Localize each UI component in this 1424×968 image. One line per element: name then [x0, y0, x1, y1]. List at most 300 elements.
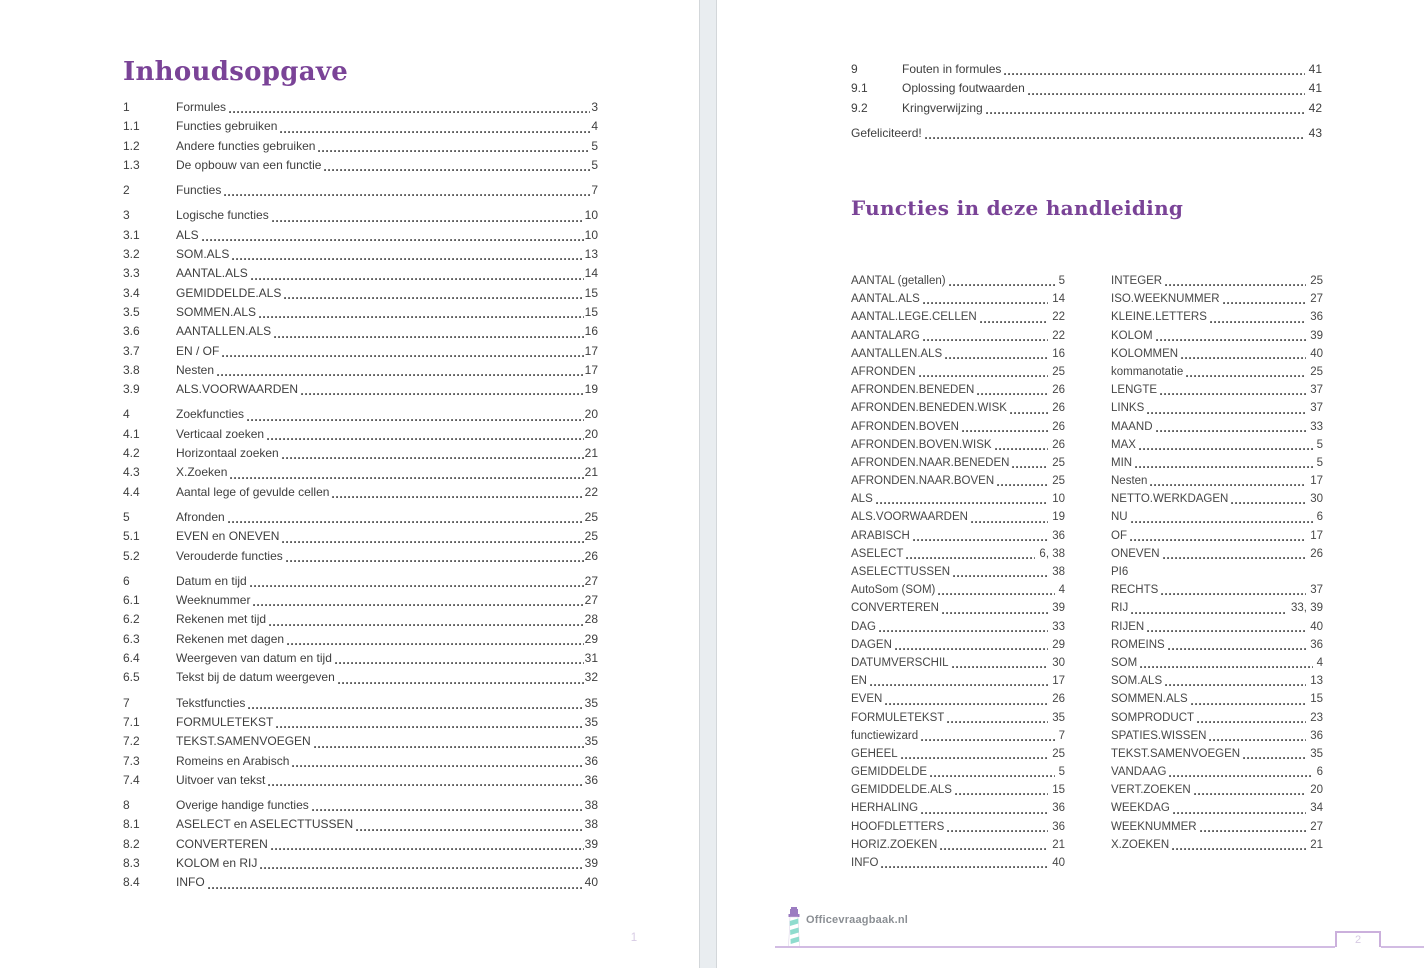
dotted-leader: [913, 527, 1048, 545]
toc-entry[interactable]: [123, 796, 598, 815]
dotted-leader: [1168, 636, 1307, 654]
index-entry-page: 37: [1310, 402, 1323, 415]
index-entry-page: 26: [1052, 420, 1065, 433]
toc-entry-number: 1.3: [123, 157, 140, 172]
function-index-column-1: [851, 272, 1065, 872]
dotted-leader: [1200, 818, 1307, 836]
dotted-leader: [1156, 418, 1307, 436]
dotted-leader: [286, 547, 584, 566]
dotted-leader: [1135, 454, 1313, 472]
dotted-leader: [921, 727, 1054, 745]
toc-entry-label: ALS: [176, 227, 199, 242]
index-entry-page: 5: [1058, 766, 1065, 779]
toc-entry[interactable]: [851, 60, 1322, 79]
index-entry-label: AANTALARG: [851, 329, 920, 342]
index-entry-label: WEEKDAG: [1111, 802, 1170, 815]
dotted-leader: [940, 836, 1048, 854]
index-entry-page: 36: [1052, 529, 1065, 542]
toc-entry-number: 3.3: [123, 266, 140, 281]
index-entry-page: 27: [1310, 293, 1323, 306]
toc-entry-number: 7.3: [123, 753, 140, 768]
toc-entry-label: AANTAL.ALS: [176, 266, 248, 281]
index-entry-label: FORMULETEKST: [851, 711, 945, 724]
index-entry: [1111, 363, 1323, 381]
index-entry-page: 17: [1310, 529, 1323, 542]
index-entry-label: AANTAL (getallen): [851, 275, 946, 287]
index-entry-page: 26: [1310, 547, 1323, 560]
toc-entry-page: 41: [1308, 62, 1322, 76]
index-entry-page: 25: [1052, 456, 1065, 469]
dotted-leader: [269, 610, 584, 629]
index-entry: [1111, 381, 1323, 399]
footer-rule: [1381, 946, 1424, 948]
toc-entry-label: SOMMEN.ALS: [176, 304, 257, 319]
toc-entry[interactable]: [123, 226, 598, 245]
index-entry-page: 39: [1310, 329, 1323, 342]
index-entry-label: NETTO.WERKDAGEN: [1111, 493, 1229, 506]
index-entry-label: AFRONDEN: [851, 365, 916, 378]
toc-entry-label: Andere functies gebruiken: [176, 138, 316, 153]
toc-entry-label: AANTALLEN.ALS: [176, 324, 272, 339]
index-entry-page: 5: [1316, 456, 1323, 469]
index-entry-page: 30: [1052, 656, 1065, 669]
toc-entry-number: 3.2: [123, 247, 140, 262]
dotted-leader: [1028, 79, 1305, 98]
toc-entry-page: 21: [584, 465, 598, 480]
toc-entry-number: 3: [123, 208, 130, 223]
index-entry: [851, 799, 1065, 817]
index-entry: [851, 745, 1065, 763]
toc-entry[interactable]: [123, 284, 598, 303]
toc-entry[interactable]: [123, 815, 598, 834]
toc-entry-page: 20: [584, 426, 598, 441]
dotted-leader: [271, 835, 584, 854]
index-entry: [851, 290, 1065, 308]
toc-entry[interactable]: [123, 835, 598, 854]
dotted-leader: [253, 591, 583, 610]
index-entry-label: RECHTS: [1111, 584, 1159, 597]
toc-entry-page: 36: [584, 772, 598, 787]
index-entry: [1111, 799, 1323, 817]
index-entry-page: 36: [1310, 638, 1323, 651]
index-entry: [851, 781, 1065, 799]
toc-entry-number: 2: [123, 183, 130, 198]
dotted-leader: [1223, 290, 1307, 308]
index-entry: [851, 454, 1065, 472]
toc-entry-number: 4.2: [123, 446, 140, 461]
dotted-leader: [217, 361, 584, 380]
toc-entry-number: 6.5: [123, 670, 140, 685]
index-entry: [851, 508, 1065, 526]
index-entry-label: ALS: [851, 493, 873, 506]
dotted-leader: [955, 781, 1048, 799]
toc-entry-label: Overige handige functies: [176, 798, 309, 813]
dotted-leader: [314, 732, 584, 751]
index-entry-label: TEKST.SAMENVOEGEN: [1111, 747, 1241, 760]
page-number-badge: 2: [1335, 931, 1381, 947]
dotted-leader: [1231, 490, 1306, 508]
toc-entry-page: 39: [584, 855, 598, 870]
index-entry-label: KLEINE.LETTERS: [1111, 311, 1207, 324]
toc-entry-page: 31: [584, 651, 598, 666]
index-entry-label: HERHALING: [851, 802, 919, 815]
toc-entry[interactable]: [123, 668, 598, 687]
index-entry-label: CONVERTEREN: [851, 602, 939, 615]
index-entry: [1111, 508, 1323, 526]
toc-entry-page: 43: [1308, 125, 1322, 140]
toc-entry[interactable]: [123, 572, 598, 591]
dotted-leader: [870, 672, 1048, 690]
toc-entry-label: Datum en tijd: [176, 573, 247, 588]
dotted-leader: [301, 380, 584, 399]
toc-entry[interactable]: [123, 752, 598, 771]
index-entry-page: 5: [1058, 275, 1065, 287]
toc-entry[interactable]: [123, 181, 598, 200]
dotted-leader: [332, 483, 583, 502]
dotted-leader: [930, 763, 1055, 781]
index-entry: [1111, 527, 1323, 545]
toc-entry-page: 13: [584, 247, 598, 262]
toc-entry-page: 3: [591, 100, 598, 114]
index-entry: [1111, 599, 1323, 617]
dotted-leader: [885, 690, 1048, 708]
dotted-leader: [259, 303, 584, 322]
index-entry-label: HOOFDLETTERS: [851, 820, 945, 833]
dotted-leader: [942, 599, 1048, 617]
dotted-leader: [901, 745, 1049, 763]
dotted-leader: [945, 345, 1048, 363]
dotted-leader: [318, 137, 590, 156]
toc-entry-number: 8: [123, 798, 130, 813]
dotted-leader: [1150, 472, 1306, 490]
toc-entry-label: GEMIDDELDE.ALS: [176, 285, 282, 300]
toc-entry-page: 5: [591, 157, 598, 172]
index-entry-label: Nesten: [1111, 475, 1148, 488]
toc-entry-label: Uitvoer van tekst: [176, 772, 266, 787]
index-entry-page: 13: [1310, 675, 1323, 688]
toc-entry-page: 38: [584, 817, 598, 832]
toc-entry-label: Rekenen met tijd: [176, 612, 267, 627]
dotted-leader: [1012, 454, 1048, 472]
index-entry-label: AFRONDEN.BENEDEN: [851, 384, 975, 397]
toc-entry-page: 27: [584, 593, 598, 608]
toc-entry-number: 9.1: [851, 81, 868, 96]
toc-entry[interactable]: [851, 124, 1322, 143]
dotted-leader: [1194, 781, 1307, 799]
index-entry-label: ONEVEN: [1111, 547, 1160, 560]
toc-entry[interactable]: [123, 206, 598, 225]
dotted-leader: [919, 363, 1049, 381]
dotted-leader: [949, 272, 1055, 290]
dotted-leader: [229, 98, 590, 117]
index-entry-page: 26: [1052, 384, 1065, 397]
dotted-leader: [1163, 545, 1307, 563]
index-entry-page: 34: [1310, 802, 1323, 815]
toc-entry[interactable]: [123, 245, 598, 264]
index-entry-label: EVEN: [851, 693, 883, 706]
toc-entry-page: 41: [1308, 81, 1322, 96]
dotted-leader: [921, 799, 1048, 817]
toc-entry[interactable]: [123, 342, 598, 361]
toc-entry[interactable]: [123, 713, 598, 732]
dotted-leader: [952, 654, 1049, 672]
index-entry-page: 36: [1310, 311, 1323, 324]
toc-entry[interactable]: [123, 527, 598, 546]
toc-entry-label: Gefeliciteerd!: [851, 125, 922, 140]
toc-entry-number: 8.4: [123, 875, 140, 890]
toc-entry[interactable]: [123, 873, 598, 892]
index-entry-label: GEMIDDELDE: [851, 766, 928, 779]
toc-entry-number: 6.1: [123, 593, 140, 608]
toc-entry-number: 3.9: [123, 382, 140, 397]
dotted-leader: [1147, 618, 1306, 636]
toc-entry-page: 14: [584, 266, 598, 281]
index-entry-page: 25: [1310, 365, 1323, 378]
toc-entry-number: 4.4: [123, 484, 140, 499]
index-entry: [851, 672, 1065, 690]
toc-entry[interactable]: [123, 137, 598, 156]
toc-entry[interactable]: [123, 303, 598, 322]
dotted-leader: [997, 472, 1048, 490]
dotted-leader: [938, 581, 1054, 599]
toc-entry[interactable]: [123, 98, 598, 117]
dotted-leader: [1131, 508, 1313, 526]
toc-entry-number: 1: [123, 100, 130, 114]
page-title: Inhoudsopgave: [123, 57, 349, 87]
index-entry: [1111, 763, 1323, 781]
index-entry: [851, 381, 1065, 399]
toc-entry[interactable]: [123, 117, 598, 136]
toc-entry[interactable]: [123, 854, 598, 873]
toc-entry-label: Tekst bij de datum weergeven: [176, 670, 335, 685]
index-entry: [1111, 290, 1323, 308]
dotted-leader: [923, 290, 1048, 308]
toc-entry-label: Functies: [176, 183, 222, 198]
dotted-leader: [247, 405, 584, 424]
toc-entry-page: 5: [591, 138, 598, 153]
index-entry: [1111, 345, 1323, 363]
toc-entry-number: 8.1: [123, 817, 140, 832]
toc-entry-number: 1.2: [123, 138, 140, 153]
index-entry: [1111, 836, 1323, 854]
index-entry: [851, 363, 1065, 381]
toc-entry-label: Verouderde functies: [176, 548, 283, 563]
index-entry-label: WEEKNUMMER: [1111, 820, 1197, 833]
toc-entry-number: 9.2: [851, 100, 868, 115]
dotted-leader: [1165, 672, 1306, 690]
index-entry-page: 15: [1052, 784, 1065, 797]
index-entry-label: AFRONDEN.BENEDEN.WISK: [851, 402, 1007, 415]
index-entry: [851, 818, 1065, 836]
index-entry-label: KOLOMMEN: [1111, 347, 1179, 360]
index-entry: [1111, 672, 1323, 690]
index-entry: [851, 563, 1065, 581]
toc-entry-page: 19: [584, 382, 598, 397]
toc-entry-label: Oplossing foutwaarden: [902, 81, 1025, 96]
dotted-leader: [947, 818, 1048, 836]
toc-entry-page: 17: [584, 362, 598, 377]
index-entry-page: 25: [1310, 275, 1323, 287]
toc-entry[interactable]: [123, 610, 598, 629]
index-entry-page: 25: [1052, 365, 1065, 378]
toc-entry-label: Tekstfuncties: [176, 695, 246, 710]
toc-entry[interactable]: [123, 591, 598, 610]
index-entry-label: AFRONDEN.NAAR.BOVEN: [851, 475, 995, 488]
toc-entry-number: 7.2: [123, 734, 140, 749]
index-entry-page: 25: [1052, 475, 1065, 488]
toc-entry[interactable]: [123, 361, 598, 380]
toc-entry-page: 17: [584, 343, 598, 358]
index-entry-label: SOM.ALS: [1111, 675, 1163, 688]
toc-entry-label: SOM.ALS: [176, 247, 230, 262]
index-entry-page: 22: [1052, 329, 1065, 342]
toc-entry-number: 4.3: [123, 465, 140, 480]
toc-entry-page: 27: [584, 573, 598, 588]
toc-entry-number: 6: [123, 573, 130, 588]
toc-entry-label: Weeknummer: [176, 593, 251, 608]
toc-entry-number: 5.2: [123, 548, 140, 563]
index-entry-label: kommanotatie: [1111, 365, 1184, 378]
toc-entry[interactable]: [123, 694, 598, 713]
index-entry-label: functiewizard: [851, 729, 919, 742]
index-entry: [1111, 418, 1323, 436]
dotted-leader: [222, 342, 583, 361]
toc-entry-number: 1.1: [123, 119, 140, 134]
toc-entry-page: 26: [584, 548, 598, 563]
toc-entry-page: 35: [584, 734, 598, 749]
dotted-leader: [292, 752, 583, 771]
dotted-leader: [250, 572, 584, 591]
index-entry: [851, 418, 1065, 436]
dotted-leader: [280, 117, 590, 136]
toc-entry[interactable]: [123, 508, 598, 527]
index-entry-label: MAX: [1111, 438, 1136, 451]
toc-entry[interactable]: [123, 444, 598, 463]
index-entry-label: AutoSom (SOM): [851, 584, 936, 597]
toc-entry[interactable]: [123, 483, 598, 502]
toc-entry-page: 21: [584, 446, 598, 461]
footer-rule: [775, 946, 1335, 948]
toc-entry-label: Aantal lege of gevulde cellen: [176, 484, 330, 499]
toc-entry[interactable]: [123, 732, 598, 751]
toc-entry[interactable]: [123, 771, 598, 790]
toc-entry-page: 39: [584, 836, 598, 851]
toc-entry[interactable]: [123, 649, 598, 668]
index-entry: [851, 308, 1065, 326]
toc-entry-number: 6.2: [123, 612, 140, 627]
index-entry-page: 29: [1052, 638, 1065, 651]
index-entry-label: MIN: [1111, 456, 1133, 469]
dotted-leader: [224, 181, 590, 200]
index-entry: [851, 636, 1065, 654]
toc-entry[interactable]: [123, 322, 598, 341]
index-entry: [1111, 618, 1323, 636]
dotted-leader: [260, 854, 583, 873]
toc-entry-page: 42: [1308, 100, 1322, 115]
index-entry-label: DAG: [851, 620, 876, 633]
toc-entry-page: 15: [584, 285, 598, 300]
toc-entry[interactable]: [123, 264, 598, 283]
toc-entry[interactable]: [123, 463, 598, 482]
index-entry: [1111, 727, 1323, 745]
dotted-leader: [287, 630, 584, 649]
index-entry-page: 36: [1310, 729, 1323, 742]
index-entry-page: 27: [1310, 820, 1323, 833]
index-entry-label: RIJ: [1111, 602, 1129, 615]
dotted-leader: [1130, 527, 1306, 545]
toc-entry[interactable]: [123, 425, 598, 444]
toc-entry-label: ASELECT en ASELECTTUSSEN: [176, 817, 354, 832]
document-page-1: [0, 0, 699, 968]
toc-entry-page: 32: [584, 670, 598, 685]
toc-entry-page: 22: [584, 484, 598, 499]
index-entry-label: INTEGER: [1111, 275, 1163, 287]
index-entry-page: 5: [1316, 438, 1323, 451]
dotted-leader: [338, 668, 584, 687]
toc-entry-label: Functies gebruiken: [176, 119, 278, 134]
page-number-left: 1: [630, 932, 638, 944]
toc-entry-label: De opbouw van een functie: [176, 157, 322, 172]
toc-entry[interactable]: [851, 79, 1322, 98]
toc-entry-label: EN / OF: [176, 343, 220, 358]
index-entry-page: 6, 38: [1039, 547, 1065, 560]
toc-entry[interactable]: [123, 380, 598, 399]
index-entry-page: 4: [1316, 656, 1323, 669]
dotted-leader: [1156, 327, 1307, 345]
dotted-leader: [335, 649, 584, 668]
index-entry-page: 33: [1052, 620, 1065, 633]
toc-entry-label: Afronden: [176, 509, 225, 524]
toc-entry-number: 9: [851, 62, 858, 76]
toc-entry[interactable]: [123, 547, 598, 566]
toc-entry[interactable]: [123, 630, 598, 649]
toc-entry-number: 4: [123, 407, 130, 422]
toc-entry-number: 8.2: [123, 836, 140, 851]
dotted-leader: [881, 854, 1048, 872]
index-entry-page: 14: [1052, 293, 1065, 306]
index-entry-label: X.ZOEKEN: [1111, 838, 1170, 851]
toc-entry-number: 3.6: [123, 324, 140, 339]
index-entry: [851, 836, 1065, 854]
index-entry: [851, 436, 1065, 454]
index-entry: [1111, 436, 1323, 454]
toc-entry-number: 6.4: [123, 651, 140, 666]
toc-entry[interactable]: [123, 405, 598, 424]
toc-entry-number: 3.8: [123, 362, 140, 377]
document-page-2: [717, 0, 1424, 968]
toc-entry[interactable]: [851, 99, 1322, 118]
index-entry-label: ALS.VOORWAARDEN: [851, 511, 968, 524]
toc-entry-page: 28: [584, 612, 598, 627]
index-entry-label: NU: [1111, 511, 1128, 524]
index-entry: [851, 618, 1065, 636]
toc-entry[interactable]: [123, 156, 598, 175]
index-entry-page: 40: [1310, 347, 1323, 360]
index-entry-page: 25: [1052, 747, 1065, 760]
index-entry-page: 33, 39: [1291, 602, 1323, 615]
toc-entry-label: Weergeven van datum en tijd: [176, 651, 332, 666]
dotted-leader: [1160, 381, 1306, 399]
index-entry-label: VANDAAG: [1111, 766, 1167, 779]
toc-entry-label: Romeins en Arabisch: [176, 753, 290, 768]
index-entry-label: DATUMVERSCHIL: [851, 656, 949, 669]
index-entry-page: 7: [1058, 729, 1065, 742]
toc-entry-number: 3.7: [123, 343, 140, 358]
index-entry-page: 19: [1052, 511, 1065, 524]
index-entry: [1111, 690, 1323, 708]
dotted-leader: [284, 284, 583, 303]
index-entry: [1111, 636, 1323, 654]
